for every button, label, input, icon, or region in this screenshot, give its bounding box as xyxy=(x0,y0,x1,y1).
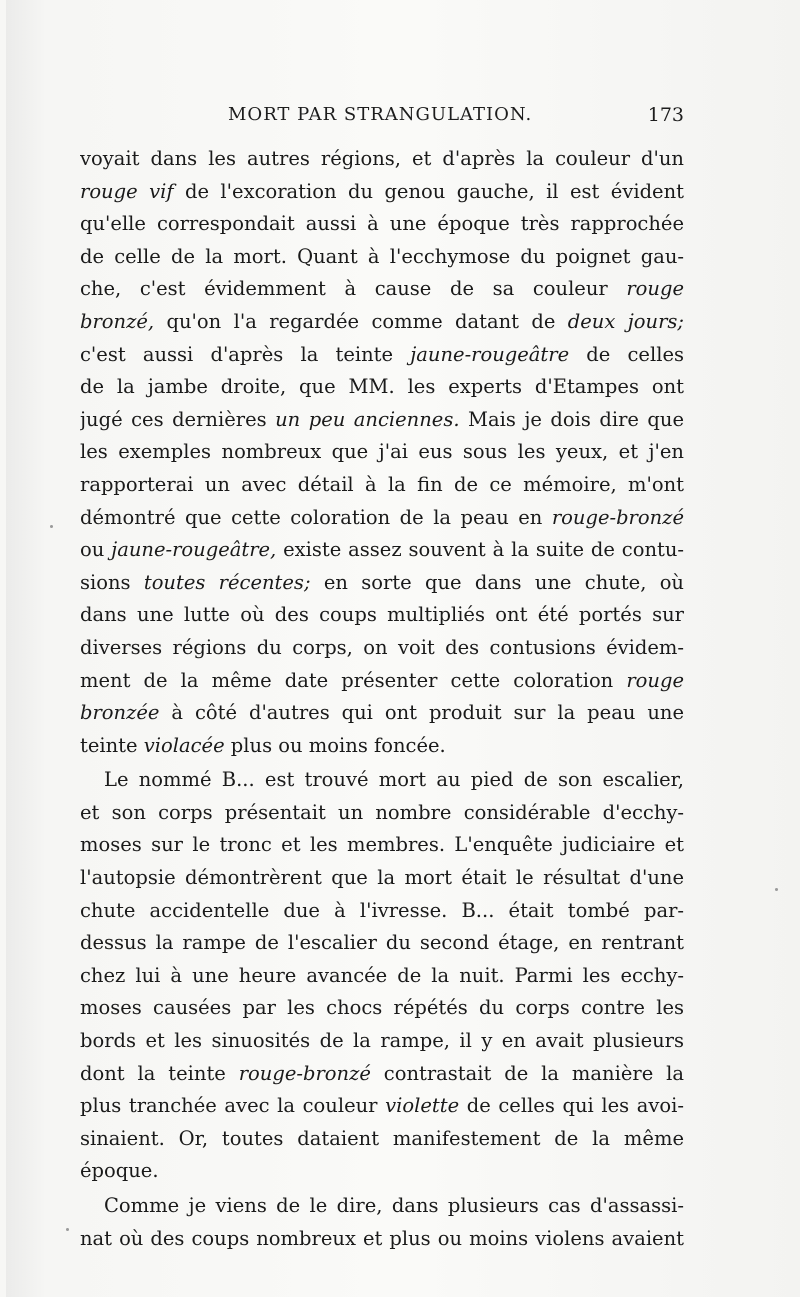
italic-text: jaune-rougeâtre xyxy=(410,342,570,366)
line-text: ment de la même date présenter cette coloration xyxy=(80,668,627,692)
line-text: sinaient. Or, toutes dataient manifestement de la même xyxy=(80,1126,684,1150)
text-line xyxy=(80,567,684,600)
text-line xyxy=(80,927,684,960)
text-line xyxy=(80,764,684,797)
text-line xyxy=(80,1155,684,1188)
text-line xyxy=(80,404,684,437)
italic-text: rouge-bronzé xyxy=(551,505,684,529)
text-line xyxy=(80,143,684,176)
text-line xyxy=(80,241,684,274)
line-text: bords et les sinuosités de la rampe, il y en avait plusieurs xyxy=(80,1029,684,1053)
line-text: Mais je dois dire que xyxy=(459,407,684,431)
line-text: chute accidentelle due à l'ivresse. B... était tombé par- xyxy=(80,898,684,922)
line-text: sions xyxy=(80,570,144,594)
text-line xyxy=(80,534,684,567)
italic-text: rouge vif xyxy=(80,179,174,203)
text-line xyxy=(80,895,684,928)
line-text: l'autopsie démontrèrent que la mort était le résultat d'une xyxy=(80,866,684,890)
line-text: plus tranchée avec la couleur xyxy=(80,1094,386,1118)
text-line xyxy=(80,829,684,862)
line-text: moses causées par les chocs répétés du corps contre les xyxy=(80,996,684,1020)
text-line xyxy=(80,1058,684,1091)
italic-text: rouge xyxy=(626,277,684,301)
line-text: teinte xyxy=(80,733,144,757)
text-line xyxy=(80,339,684,372)
page-number: 173 xyxy=(647,104,684,126)
line-text: dont la teinte xyxy=(80,1061,239,1085)
text-line xyxy=(80,176,684,209)
italic-text: toutes récentes; xyxy=(143,570,311,594)
text-line xyxy=(80,208,684,241)
text-line xyxy=(80,1223,684,1256)
text-line xyxy=(80,436,684,469)
text-line xyxy=(80,992,684,1025)
line-text: qu'elle correspondait aussi à une époque très rapprochée xyxy=(80,212,684,236)
italic-text: rouge-bronzé xyxy=(238,1061,371,1085)
running-header xyxy=(80,104,684,134)
body-text xyxy=(80,143,684,1255)
italic-text: rouge xyxy=(626,668,684,692)
text-line xyxy=(80,632,684,665)
line-text: diverses régions du corps, on voit des contusions évidem- xyxy=(80,635,684,659)
paper-speck xyxy=(66,1228,69,1231)
line-text: dessus la rampe de l'escalier du second étage, en rentrant xyxy=(80,931,684,955)
line-text: plus ou moins foncée. xyxy=(224,733,446,757)
line-text: Le nommé B... est trouvé mort au pied de son escalier, xyxy=(104,768,684,792)
running-title: MORT PAR STRANGULATION. xyxy=(228,104,533,125)
line-text: chez lui à une heure avancée de la nuit. Parmi les ecchy- xyxy=(80,963,684,987)
italic-text: un peu anciennes. xyxy=(275,407,460,431)
text-line xyxy=(80,273,684,306)
text-line xyxy=(80,469,684,502)
italic-text: deux jours; xyxy=(567,309,684,333)
line-text: de celles qui les avoi- xyxy=(459,1094,684,1118)
line-text: moses sur le tronc et les membres. L'enquête judiciaire et xyxy=(80,833,684,857)
line-text: de l'excoration du genou gauche, il est évident xyxy=(173,179,684,203)
text-line xyxy=(80,862,684,895)
text-line xyxy=(80,371,684,404)
line-text: et son corps présentait un nombre considérable d'ecchy- xyxy=(80,800,684,824)
line-text: contrastait de la manière la xyxy=(370,1061,684,1085)
line-text: qu'on l'a regardée comme datant de xyxy=(154,309,568,333)
line-text: démontré que cette coloration de la peau en xyxy=(80,505,552,529)
line-text: les exemples nombreux que j'ai eus sous les yeux, et j'en xyxy=(80,440,684,464)
text-line xyxy=(80,730,684,763)
line-text: à côté d'autres qui ont produit sur la peau une xyxy=(159,701,684,725)
italic-text: bronzé, xyxy=(80,309,155,333)
italic-text: violette xyxy=(385,1094,460,1118)
line-text: de celles xyxy=(569,342,684,366)
italic-text: violacée xyxy=(143,733,225,757)
text-line xyxy=(80,1025,684,1058)
text-line xyxy=(80,306,684,339)
text-line xyxy=(80,797,684,830)
line-text: c'est aussi d'après la teinte xyxy=(80,342,411,366)
line-text: voyait dans les autres régions, et d'après la couleur d'un xyxy=(80,147,684,170)
line-text: de celle de la mort. Quant à l'ecchymose du poignet gau- xyxy=(80,244,684,268)
line-text: dans une lutte où des coups multipliés ont été portés sur xyxy=(80,603,684,627)
paper-speck xyxy=(775,888,778,891)
text-line xyxy=(80,502,684,535)
line-text: époque. xyxy=(80,1159,159,1183)
italic-text: bronzée xyxy=(80,701,160,725)
paper-speck xyxy=(50,525,53,528)
italic-text: jaune-rougeâtre, xyxy=(111,538,277,562)
line-text: rapporterai un avec détail à la fin de ce mémoire, m'ont xyxy=(80,472,684,496)
text-line xyxy=(80,665,684,698)
line-text: de la jambe droite, que MM. les experts d'Etampes ont xyxy=(80,375,684,399)
line-text: nat où des coups nombreux et plus ou moins violens avaient xyxy=(80,1226,684,1250)
text-line xyxy=(80,697,684,730)
line-text: che, c'est évidemment à cause de sa couleur xyxy=(80,277,627,301)
line-text: existe assez souvent à la suite de contu- xyxy=(276,538,684,562)
text-line xyxy=(80,1190,684,1223)
line-text: Comme je viens de le dire, dans plusieurs cas d'assassi- xyxy=(104,1194,684,1217)
line-text: ou xyxy=(80,538,112,562)
text-line xyxy=(80,1090,684,1123)
text-line xyxy=(80,599,684,632)
line-text: jugé ces dernières xyxy=(80,407,276,431)
line-text: en sorte que dans une chute, où xyxy=(310,570,684,594)
text-line xyxy=(80,1123,684,1156)
text-line xyxy=(80,960,684,993)
